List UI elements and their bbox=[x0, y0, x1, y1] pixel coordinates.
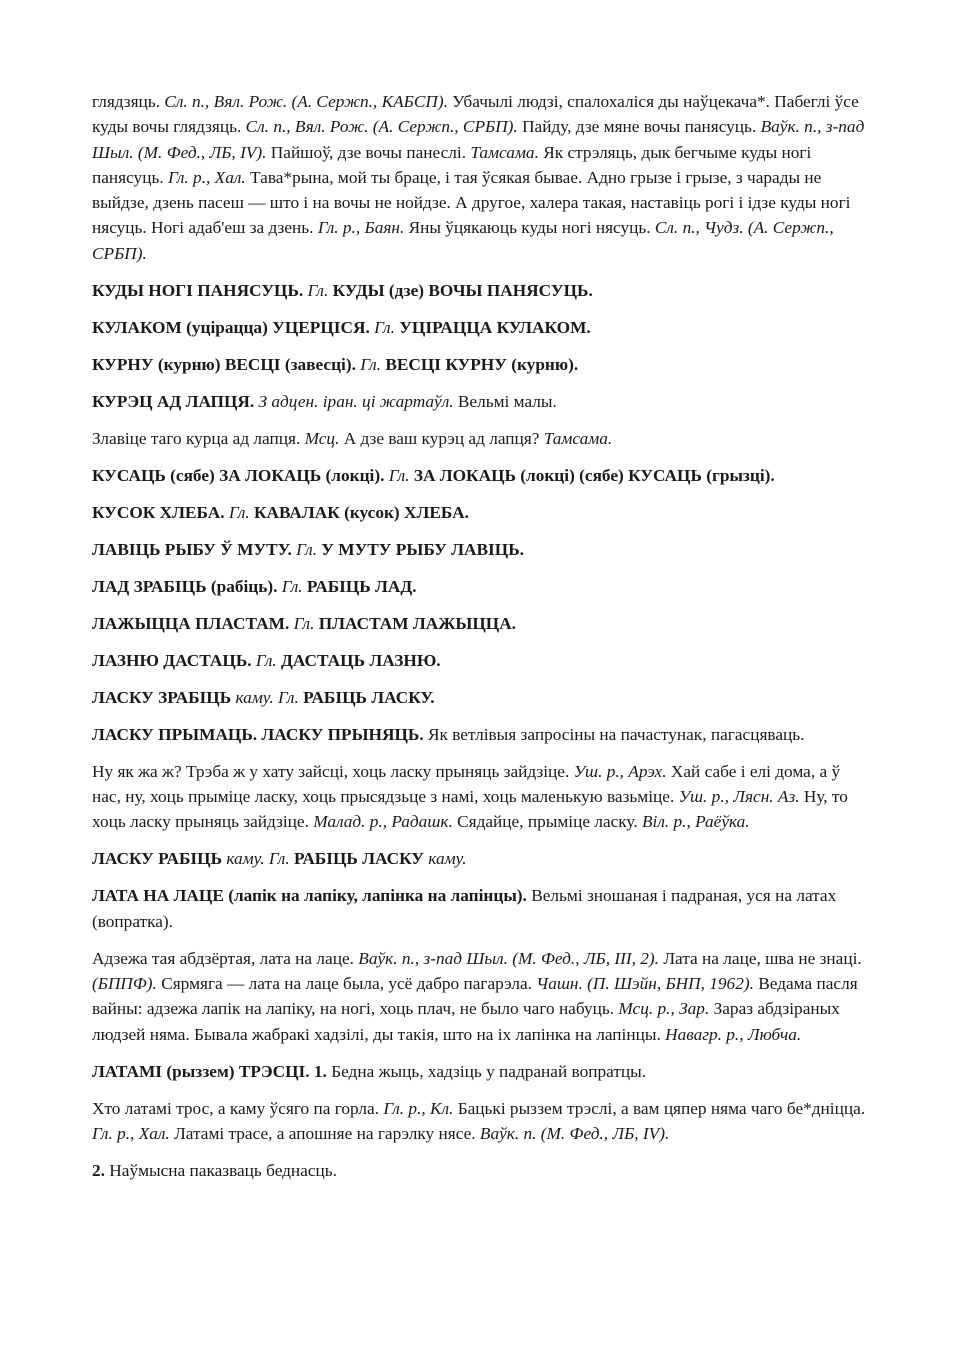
headword: РАБІЦЬ ЛАД. bbox=[302, 576, 417, 596]
dictionary-paragraph bbox=[92, 574, 872, 599]
headword: КУСАЦЬ (сябе) ЗА ЛОКАЦЬ (локці). bbox=[92, 466, 385, 485]
headword: ЛАТАМІ (рыззем) ТРЭСЦІ. 1. bbox=[92, 1061, 327, 1081]
headword: КУРНУ (курню) ВЕСЦІ (завесці). bbox=[92, 355, 356, 375]
source-reference: Гл. bbox=[224, 502, 250, 522]
body-text: Пайду, дзе мяне вочы панясуць. bbox=[517, 117, 761, 137]
headword: ЗА ЛОКАЦЬ (локці) (сябе) КУСАЦЬ (грызці). bbox=[409, 466, 775, 485]
headword: КУДЫ НОГІ ПАНЯСУЦЬ. bbox=[92, 281, 304, 301]
dictionary-paragraph bbox=[92, 537, 872, 562]
source-reference: Малад. р., Радашк. bbox=[313, 812, 453, 832]
headword: ЛАВІЦЬ РЫБУ Ў МУТУ. bbox=[92, 539, 292, 559]
body-text: Вельмі зношаная і падраная, уся на латах (вопратка). bbox=[92, 886, 837, 931]
headword: РАБІЦЬ ЛАСКУ. bbox=[298, 687, 435, 707]
dictionary-paragraph bbox=[92, 1059, 872, 1084]
dictionary-paragraph bbox=[92, 883, 872, 934]
source-reference: Гл. bbox=[277, 576, 303, 596]
body-text: Бедна жыць, хадзіць у падранай вопратцы. bbox=[326, 1061, 647, 1081]
source-reference: Гл. bbox=[291, 539, 317, 559]
source-reference: Гл. р., Кл. bbox=[383, 1098, 454, 1118]
headword: ДАСТАЦЬ ЛАЗНЮ. bbox=[276, 650, 441, 670]
source-reference: Уш. р., Лясн. Аз. bbox=[678, 787, 800, 807]
source-reference: (БППФ). bbox=[92, 974, 157, 994]
headword: ПЛАСТАМ ЛАЖЫЦЦА. bbox=[314, 613, 517, 633]
source-reference: каму. Гл. bbox=[222, 849, 290, 869]
headword: КУРЭЦ АД ЛАПЦЯ. bbox=[92, 392, 255, 412]
body-text: Бацькі рыззем трэслі, а вам цяпер няма чаго бе*дніцца. bbox=[453, 1098, 866, 1118]
dictionary-paragraph bbox=[92, 648, 872, 673]
dictionary-paragraph bbox=[92, 846, 872, 871]
body-text: Ну, то хоць ласку прыняць зайдзіце. bbox=[92, 787, 848, 832]
document-page bbox=[92, 89, 872, 1195]
headword: ЛАСКУ ПРЫМАЦЬ. ЛАСКУ ПРЫНЯЦЬ. bbox=[92, 724, 424, 744]
source-reference: каму. Гл. bbox=[231, 687, 299, 707]
headword: КУСОК ХЛЕБА. bbox=[92, 502, 225, 522]
source-reference: З адцен. іран. ці жартаўл. bbox=[254, 392, 454, 412]
dictionary-paragraph bbox=[92, 389, 872, 414]
body-text: Сярмяга — лата на лаце была, усё дабро пагарэла. bbox=[156, 974, 537, 994]
continued-entry-paragraph bbox=[92, 89, 872, 266]
source-reference: Тамсама. bbox=[543, 429, 613, 449]
headword: ЛАСКУ РАБІЦЬ bbox=[92, 849, 223, 869]
headword: КАВАЛАК (кусок) ХЛЕБА. bbox=[249, 502, 469, 522]
source-reference: Сл. п., Вял. Рож. (А. Сержп., СРБП). bbox=[245, 117, 518, 137]
body-text: Хай сабе і елі дома, а ў нас, ну, хоць прыміце ласку, хоць прысядзьце з намі, хоць маленькую вазьміце. bbox=[92, 761, 841, 807]
dictionary-paragraph bbox=[92, 352, 872, 377]
headword: ЛАД ЗРАБІЦЬ (рабіць). bbox=[92, 576, 278, 596]
headword: УЦІРАЦЦА КУЛАКОМ. bbox=[394, 318, 591, 338]
headword: РАБІЦЬ ЛАСКУ bbox=[289, 849, 424, 869]
headword: ЛАСКУ ЗРАБІЦЬ bbox=[92, 687, 232, 707]
source-reference: Гл. bbox=[384, 466, 410, 485]
dictionary-paragraph bbox=[92, 426, 872, 451]
body-text: Сядайце, прыміце ласку. bbox=[452, 812, 642, 832]
source-reference: Чашн. (П. Шэйн, БНП, 1962). bbox=[536, 974, 754, 994]
source-reference: Гл. bbox=[303, 281, 329, 301]
source-reference: Гл. р., Хал. bbox=[92, 1123, 170, 1143]
body-text: Латамі трасе, а апошняе на гарэлку нясе. bbox=[169, 1123, 480, 1143]
body-text: Як ветлівыя запросіны на пачастунак, пагасцяваць. bbox=[423, 724, 805, 744]
source-reference: Ваўк. п., з-пад Шыл. (М. Фед., ЛБ, IV). bbox=[92, 117, 865, 162]
source-reference: Сл. п., Вял. Рож. (А. Сержп., КАБСП). bbox=[164, 92, 448, 111]
source-reference: Віл. р., Раёўка. bbox=[642, 812, 750, 832]
dictionary-paragraph bbox=[92, 1158, 872, 1183]
dictionary-paragraph bbox=[92, 685, 872, 710]
dictionary-paragraph bbox=[92, 611, 872, 636]
body-text: Хто латамі трос, а каму ўсяго па горла. bbox=[92, 1098, 384, 1118]
source-reference: Мсц. р., Зар. bbox=[618, 999, 710, 1019]
source-reference: Навагр. р., Любча. bbox=[665, 1024, 802, 1044]
source-reference: Сл. п., Чудз. (А. Сержп., СРБП). bbox=[92, 218, 834, 263]
source-reference: Гл. р., Хал. bbox=[167, 167, 246, 187]
dictionary-paragraph bbox=[92, 463, 872, 488]
body-text: Зараз абдзіраных людзей няма. Бывала жабракі хадзілі, ды такія, што на іх лапінка на лапінцы. bbox=[92, 999, 840, 1044]
source-reference: Мсц. bbox=[304, 429, 340, 449]
source-reference: Гл. bbox=[369, 318, 395, 338]
body-text: Яны ўцякаюць куды ногі нясуць. bbox=[404, 218, 655, 238]
body-text: Тава*рына, мой ты браце, і тая ўсякая бывае. Адно грызе і грызе, з чарады не выйдзе, дзень пасеш — што і на вочы не нойдзе. А другое, халера такая, наставіць рогі і ідзе куды ногі нясуць. Ногі адаб'еш за дзень. bbox=[92, 167, 851, 238]
dictionary-paragraph bbox=[92, 500, 872, 525]
dictionary-paragraph bbox=[92, 946, 872, 1047]
source-reference: Гл. bbox=[355, 355, 381, 375]
source-reference: каму. bbox=[423, 849, 467, 869]
body-text: глядзяць. bbox=[92, 92, 165, 111]
dictionary-paragraph bbox=[92, 315, 872, 340]
source-reference: Ваўк. п., з-пад Шыл. (М. Фед., ЛБ, ІІІ, 2). bbox=[358, 948, 660, 968]
dictionary-paragraph bbox=[92, 722, 872, 747]
body-text: Ведама пасля вайны: адзежа лапік на лапіку, на ногі, хоць плач, не было чаго набуць. bbox=[92, 974, 858, 1019]
headword: ВЕСЦІ КУРНУ (курню). bbox=[381, 355, 579, 375]
body-text: Лата на лаце, шва не знаці. bbox=[659, 948, 862, 968]
body-text: Злавіце таго курца ад лапця. bbox=[92, 429, 305, 449]
headword: У МУТУ РЫБУ ЛАВІЦЬ. bbox=[316, 539, 524, 559]
source-reference: Тамсама. bbox=[470, 142, 539, 162]
headword: КУЛАКОМ (уціраццa) УЦЕРЦІСЯ. bbox=[92, 318, 370, 338]
body-text: Ну як жа ж? Трэба ж у хату зайсці, хоць ласку прыняць зайдзіце. bbox=[92, 761, 574, 781]
body-text: Як стрэляць, дык бегчыме куды ногі панясуць. bbox=[92, 142, 812, 187]
headword: КУДЫ (дзе) ВОЧЫ ПАНЯСУЦЬ. bbox=[328, 281, 593, 301]
body-text: Пайшоў, дзе вочы панеслі. bbox=[266, 142, 471, 162]
body-text: Адзежа тая абдзёртая, лата на лаце. bbox=[92, 948, 359, 968]
dictionary-paragraph bbox=[92, 1096, 872, 1147]
headword: ЛАТА НА ЛАЦЕ (лапік на лапіку, лапінка на лапінцы). bbox=[92, 886, 527, 906]
dictionary-paragraph bbox=[92, 759, 872, 835]
source-reference: Гл. р., Баян. bbox=[317, 218, 405, 238]
body-text: Наўмысна паказваць беднасць. bbox=[104, 1160, 337, 1180]
headword: ЛАЗНЮ ДАСТАЦЬ. bbox=[92, 650, 252, 670]
body-text: Убачылі людзі, спалохаліся ды наўцекача*. Пабеглі ўсе куды вочы глядзяць. bbox=[92, 92, 859, 137]
source-reference: Гл. bbox=[251, 650, 277, 670]
source-reference: Ваўк. п. (М. Фед., ЛБ, IV). bbox=[479, 1123, 670, 1143]
headword: 2. bbox=[92, 1160, 105, 1180]
headword: ЛАЖЫЦЦА ПЛАСТАМ. bbox=[92, 613, 290, 633]
source-reference: Гл. bbox=[289, 613, 315, 633]
source-reference: Уш. р., Арэх. bbox=[573, 761, 667, 781]
body-text: Вельмі малы. bbox=[453, 392, 557, 412]
dictionary-paragraph bbox=[92, 278, 872, 303]
body-text: А дзе ваш курэц ад лапця? bbox=[339, 429, 544, 449]
